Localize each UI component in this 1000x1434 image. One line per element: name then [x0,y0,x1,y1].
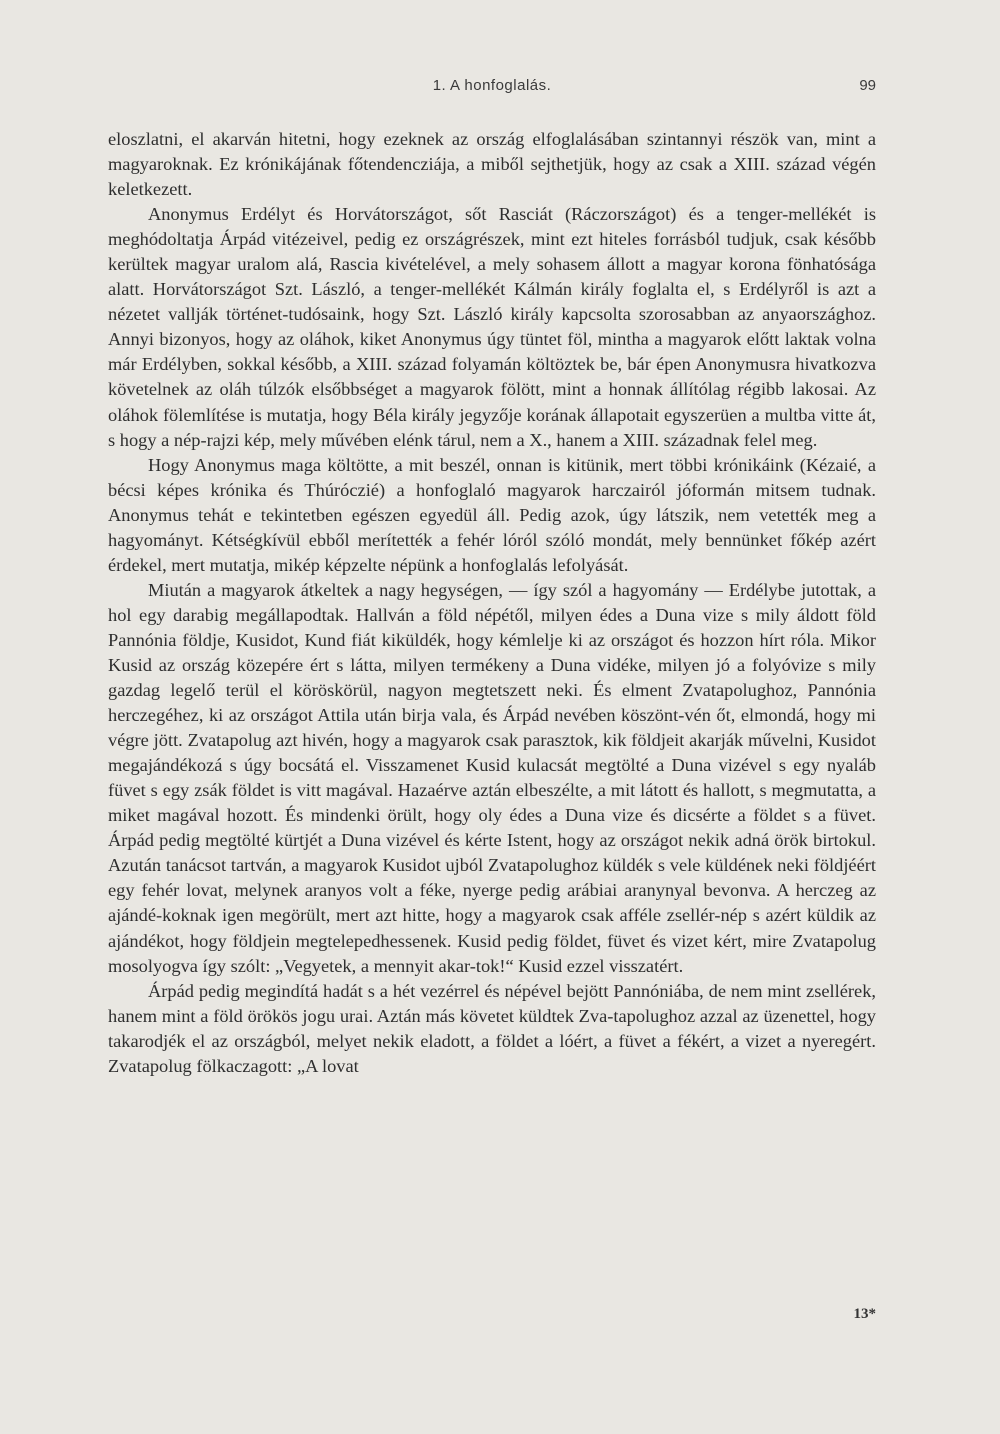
paragraph: Anonymus Erdélyt és Horvátországot, sőt Rasciát (Ráczországot) és a tenger-mellékét is meghódoltatja Árpád vitézeivel, pedig ez országrészek, mint ezt hiteles forrásból tudjuk, csak később kerültek magyar uralom alá, Rascia kivételével, a mely sohasem állott a magyar korona fönhatósága alatt. Horvátországot Szt. László, a tenger-mellékét Kálmán király foglalta el, s Erdélyről is azt a nézetet vallják történet-tudósaink, hogy Szt. László király kapcsolta szorosabban az anyaországhoz. Annyi bizonyos, hogy az oláhok, kiket Anonymus úgy tüntet föl, mintha a magyarok előtt laktak volna már Erdélyben, sokkal később, a XIII. század folyamán költöztek be, bár épen Anonymusra hivatkozva követelnek az oláh túlzók elsőbbséget a magyarok fölött, mint a honnak állítólag régibb lakosai. Az oláhok fölemlítése is mutatja, hogy Béla király jegyzője korának állapotait egyszerüen a multba vitte át, s hogy a nép-rajzi kép, mely művében elénk tárul, nem a X., hanem a XIII. századnak felel meg. [108,204,876,450]
page-number: 99 [859,77,876,94]
paragraph: Hogy Anonymus maga költötte, a mit beszél, onnan is kitünik, mert többi krónikáink (Kézaié, a bécsi képes krónika és Thúróczié) a honfoglaló magyarok harczairól jóformán mitsem tudnak. Anonymus tehát e tekintetben egészen egyedül áll. Pedig azok, úgy látszik, nem vetették meg a hagyományt. Kétségkívül ebből merítették a fehér lóról szóló mondát, mely bennünket főkép azért érdekel, mert mutatja, mikép képzelte népünk a honfoglalás lefolyását. [108,454,876,575]
signature-mark: 13* [853,1306,876,1322]
paragraph: Miután a magyarok átkeltek a nagy hegységen, — így szól a hagyomány — Erdélybe jutottak, a hol egy darabig megállapodtak. Hallván a föld népétől, milyen édes a Duna vize s mily áldott föld Pannónia földje, Kusidot, Kund fiát kiküldék, hogy kémlelje ki az országot és hozzon hírt róla. Mikor Kusid az ország közepére ért s látta, milyen termékeny a Duna vidéke, milyen jó a folyóvize s mily gazdag legelő terül el köröskörül, nagyon megtetszett neki. És elment Zvatapolughoz, Pannónia herczegéhez, ki az országot Attila után birja vala, és Árpád nevében köszönt-vén őt, elmondá, hogy mi végre jött. Zvatapolug azt hivén, hogy a magyarok csak parasztok, kik földjeit akarják művelni, Kusidot megajándékozá s úgy bocsátá el. Visszamenet Kusid kulacsát megtölté a Duna vizével s egy nyaláb füvet s egy zsák földet is vitt magával. Hazaérve aztán elbeszélte, a mit látott és hallott, s megmutatta, a miket magával hozott. És mindenki örült, hogy oly édes a Duna vize és dicsérte a földet s a füvet. Árpád pedig megtölté kürtjét a Duna vizével és kérte Istent, hogy az országot nekik adná örök birtokul. Azután tanácsot tartván, a magyarok Kusidot ujból Zvatapolughoz küldék s vele küldének neki földjéért egy fehér lovat, melynek aranyos volt a féke, nyerge pedig arábiai aranynyal bevonva. A herczeg az ajándé-koknak igen megörült, mert azt hitte, hogy a magyarok csak afféle zsellér-nép s azért küldik az ajándékot, hogy földjein megtelepedhessenek. Kusid pedig földet, füvet és vizet kért, mire Zvatapolug mosolyogva így szólt: „Vegyetek, a mennyit akar-tok!“ Kusid ezzel visszatért. [108,579,876,976]
body-text [108,127,876,1079]
paragraph: Árpád pedig megindítá hadát s a hét vezérrel és népével bejött Pannóniába, de nem mint zsellérek, hanem mint a föld örökös jogu urai. Aztán más követet küldtek Zva-tapolughoz azzal az üzenettel, hogy takarodjék el az országból, melyet nekik eladott, a földet a lóért, a füvet a fékért, a vizet a nyeregért. Zvatapolug fölkaczagott: „A lovat [108,980,876,1076]
paragraph: eloszlatni, el akarván hitetni, hogy ezeknek az ország elfoglalásában szintannyi részök van, mint a magyaroknak. Ez krónikájának főtendencziája, a miből sejthetjük, hogy az csak a XIII. század végén keletkezett. [108,129,876,200]
running-head: 1. A honfoglalás. [432,77,552,94]
page-header [108,77,876,103]
